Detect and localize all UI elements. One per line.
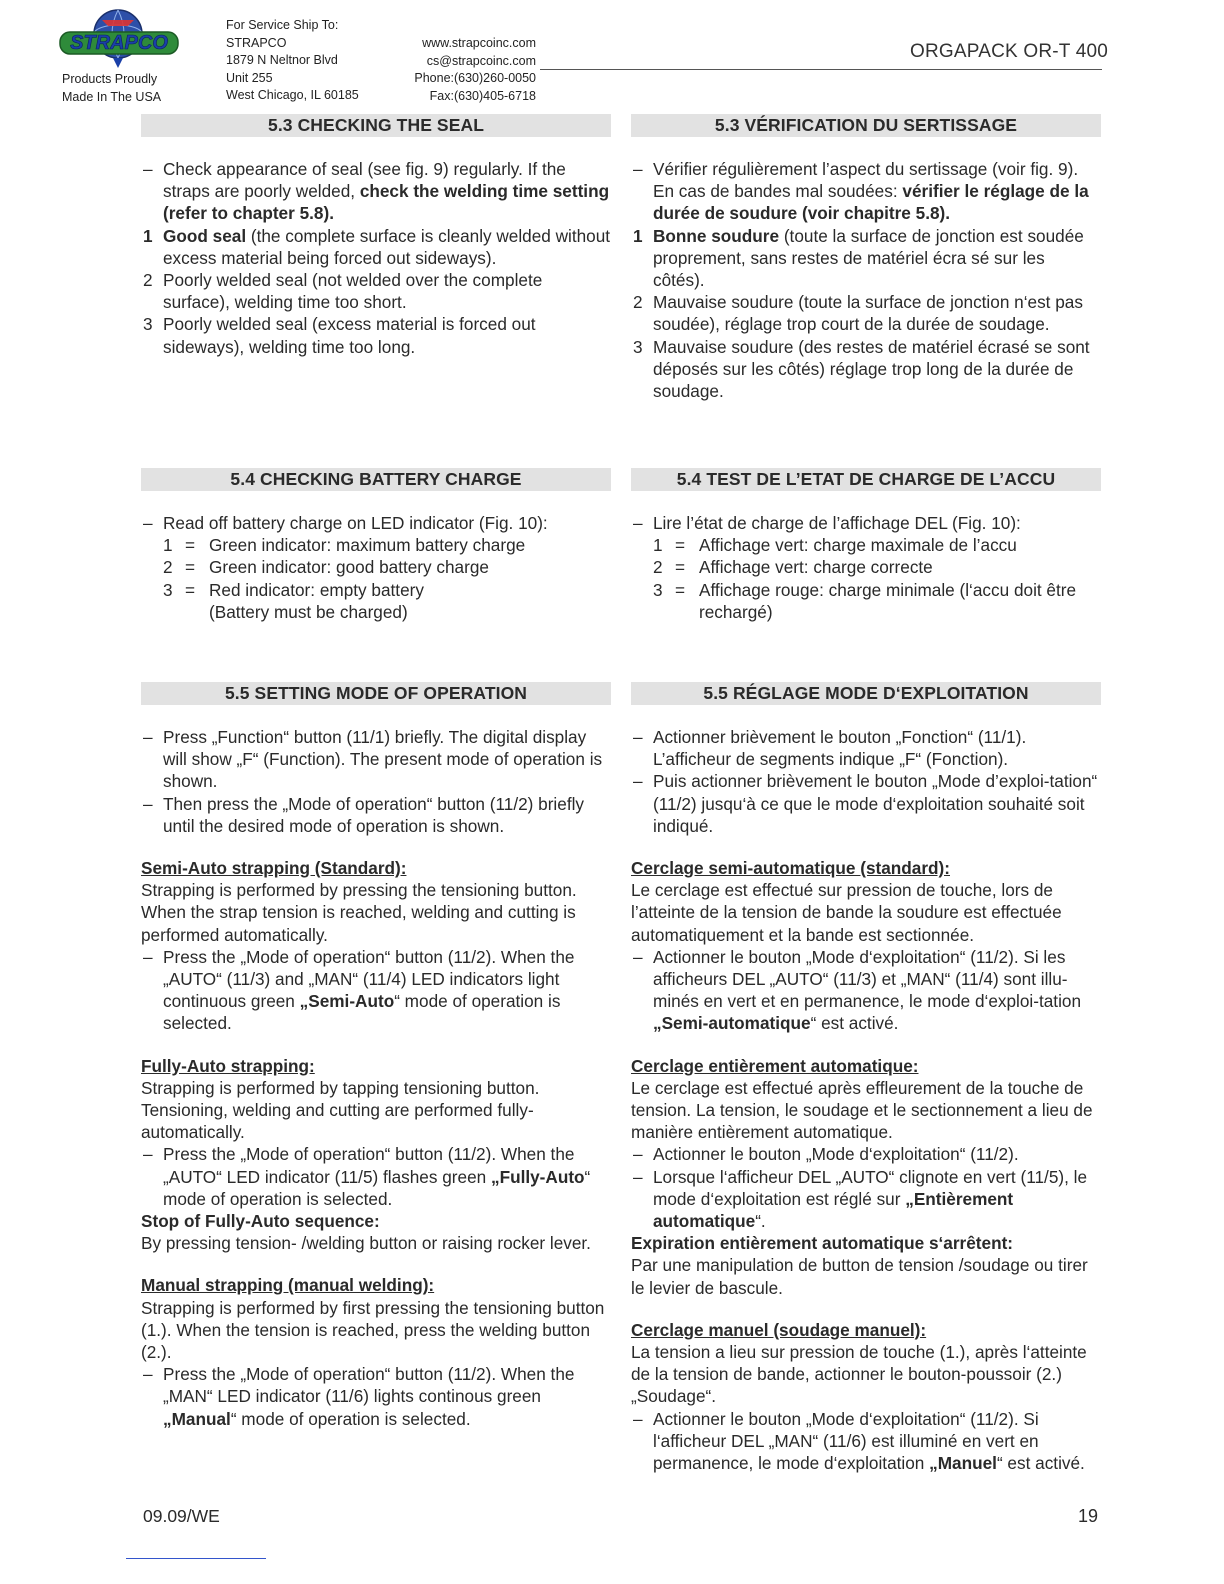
section-heading-5-5-fr: 5.5 RÉGLAGE MODE D‘EXPLOITATION xyxy=(631,682,1101,705)
list-item: – Press „Function“ button (11/1) briefly. The digital display will show „F“ (Function). The present mode of operation is shown. xyxy=(141,726,611,793)
section-heading-5-5-en: 5.5 SETTING MODE OF OPERATION xyxy=(141,682,611,705)
subheading: Stop of Fully-Auto sequence: xyxy=(141,1211,380,1232)
subheading: Cerclage manuel (soudage manuel): xyxy=(631,1319,927,1340)
list-item: – Press the „Mode of operation“ button (11/2). When the „AUTO“ (11/3) and „MAN“ (11/4) LED indicators light continuous green „Semi-Auto“ mode of operation is selected. xyxy=(141,946,611,1035)
section-heading-5-4-en: 5.4 CHECKING BATTERY CHARGE xyxy=(141,468,611,491)
subheading: Fully-Auto strapping: xyxy=(141,1055,315,1076)
list-item: – Puis actionner brièvement le bouton „Mode d’exploi-tation“ (11/2) jusqu‘à ce que le mode d‘exploitation souhaité soit indiqué. xyxy=(631,770,1101,837)
paragraph: Le cerclage est effectué après effleurement de la touche de tension. La tension, le soudage et le sectionnement a lieu de manière entièrement automatique. xyxy=(631,1077,1093,1143)
strapco-logo xyxy=(58,6,180,76)
paragraph: Strapping is performed by tapping tensioning button. Tensioning, welding and cutting are performed fully-automatically. xyxy=(141,1077,540,1143)
list-item: 1 = Affichage vert: charge maximale de l’accu xyxy=(653,535,1017,556)
email-link[interactable]: cs@strapcoinc.com xyxy=(426,53,536,68)
list-item: – Check appearance of seal (see fig. 9) regularly. If the straps are poorly welded, check the welding time setting (refer to chapter 5.8). xyxy=(141,158,611,225)
list-item: – Actionner le bouton „Mode d‘exploitation“ (11/2). Si l‘afficheur DEL „MAN“ (11/6) est illuminé en vert en permanence, le mode d‘exploitation „Manuel“ est activé. xyxy=(631,1408,1101,1475)
document-title: ORGAPACK OR-T 400 xyxy=(910,41,1109,62)
list-item: – Actionner le bouton „Mode d‘exploitation“ (11/2). Si les afficheurs DEL „AUTO“ (11/3) et „MAN“ (11/4) sont illu-minés en vert et en permanence, le mode d‘exploi-tation „Semi-automatique“ est activé. xyxy=(631,946,1101,1035)
paragraph: By pressing tension- /welding button or raising rocker lever. xyxy=(141,1233,591,1254)
paragraph: Le cerclage est effectué sur pression de touche, lors de l’atteinte de la tension de bande la soudure est effectuée automatiquement et la bande est sectionnée. xyxy=(631,880,1062,945)
list-item: 3 = Red indicator: empty battery xyxy=(163,579,424,600)
tagline: Products Proudly Made In The USA xyxy=(62,72,162,104)
list-item: – Lire l’état de charge de l’affichage DEL (Fig. 10): xyxy=(631,512,1101,534)
service-address: For Service Ship To: STRAPCO 1879 N Neltnor Blvd Unit 255 West Chicago, IL 60185 xyxy=(226,18,359,102)
list-item: 3 Poorly welded seal (excess material is forced out sideways), welding time too long. xyxy=(143,314,536,357)
list-item: 2 Poorly welded seal (not welded over the complete surface), welding time too short. xyxy=(143,270,543,313)
list-item: 3 Mauvaise soudure (des restes de matériel écrasé se sont déposés sur les côtés) réglage trop long de la durée de soudage. xyxy=(633,336,1090,402)
list-item: 1 Good seal (the complete surface is cleanly welded without excess material being forced out sideways). xyxy=(143,225,611,268)
list-item: (Battery must be charged) xyxy=(209,601,408,622)
phone: Phone:(630)260-0050 xyxy=(414,71,536,85)
list-item: – Read off battery charge on LED indicator (Fig. 10): xyxy=(141,512,611,534)
list-item: – Actionner brièvement le bouton „Fonction“ (11/1). L’afficheur de segments indique „F“ (Fonction). xyxy=(631,726,1101,770)
list-item: 1 Bonne soudure (toute la surface de jonction est soudée proprement, sans restes de matériel écra sé sur les côtés). xyxy=(633,225,1084,291)
subheading: Expiration entièrement automatique s‘arrêtent: xyxy=(631,1233,1014,1254)
page-number: 19 xyxy=(1078,1506,1099,1526)
list-item: 2 = Green indicator: good battery charge xyxy=(163,557,489,578)
english-column xyxy=(141,114,611,1430)
list-item: 2 Mauvaise soudure (toute la surface de jonction n‘est pas soudée), réglage trop court de la durée de soudage. xyxy=(633,292,1083,335)
list-item: 3 = Affichage rouge: charge minimale (l‘accu doit être rechargé) xyxy=(653,579,1077,622)
list-item: – Press the „Mode of operation“ button (11/2). When the „MAN“ LED indicator (11/6) lights continous green „Manual“ mode of operation is selected. xyxy=(141,1363,611,1430)
list-item: – Actionner le bouton „Mode d‘exploitation“ (11/2). xyxy=(631,1143,1101,1165)
list-item: – Press the „Mode of operation“ button (11/2). When the „AUTO“ LED indicator (11/5) flashes green „Fully-Auto“ mode of operation is selected. xyxy=(141,1143,611,1210)
subheading: Cerclage entièrement automatique: xyxy=(631,1055,919,1076)
section-heading-5-3-en: 5.3 CHECKING THE SEAL xyxy=(141,114,611,137)
subheading: Semi-Auto strapping (Standard): xyxy=(141,858,407,879)
list-item: – Vérifier régulièrement l’aspect du sertissage (voir fig. 9). En cas de bandes mal soudées: vérifier le réglage de la durée de soudure (voir chapitre 5.8). xyxy=(631,158,1101,225)
svg-text:STRAPCO: STRAPCO xyxy=(70,32,168,54)
subheading: Manual strapping (manual welding): xyxy=(141,1275,435,1296)
list-item: – Lorsque l‘afficheur DEL „AUTO“ clignote en vert (11/5), le mode d‘exploitation est réglé sur „Entièrement automatique“. xyxy=(631,1166,1101,1233)
list-item: – Then press the „Mode of operation“ button (11/2) briefly until the desired mode of operation is shown. xyxy=(141,793,611,837)
bottom-link-underline xyxy=(126,1558,266,1559)
list-item: 1 = Green indicator: maximum battery charge xyxy=(163,535,526,556)
website-link[interactable]: www.strapcoinc.com xyxy=(422,36,536,50)
paragraph: La tension a lieu sur pression de touche (1.), après l‘atteinte de la tension de bande, actionner le bouton-poussoir (2.) „Soudage“. xyxy=(631,1342,1087,1407)
fax: Fax:(630)405-6718 xyxy=(429,88,536,103)
header-divider xyxy=(540,69,1102,70)
list-item: 2 = Affichage vert: charge correcte xyxy=(653,557,933,578)
subheading: Cerclage semi-automatique (standard): xyxy=(631,858,950,879)
contact-info xyxy=(398,35,536,105)
paragraph: Par une manipulation de button de tension /soudage ou tirer le levier de bascule. xyxy=(631,1255,1088,1298)
revision-code: 09.09/WE xyxy=(143,1506,220,1526)
paragraph: Strapping is performed by first pressing the tensioning button (1.). When the tension is reached, press the welding button (2.). xyxy=(141,1297,605,1363)
section-heading-5-3-fr: 5.3 VÉRIFICATION DU SERTISSAGE xyxy=(631,114,1101,137)
french-column xyxy=(631,114,1101,1474)
section-heading-5-4-fr: 5.4 TEST DE L’ETAT DE CHARGE DE L’ACCU xyxy=(631,468,1101,491)
paragraph: Strapping is performed by pressing the tensioning button. When the strap tension is reached, welding and cutting is performed automatically. xyxy=(141,880,577,945)
